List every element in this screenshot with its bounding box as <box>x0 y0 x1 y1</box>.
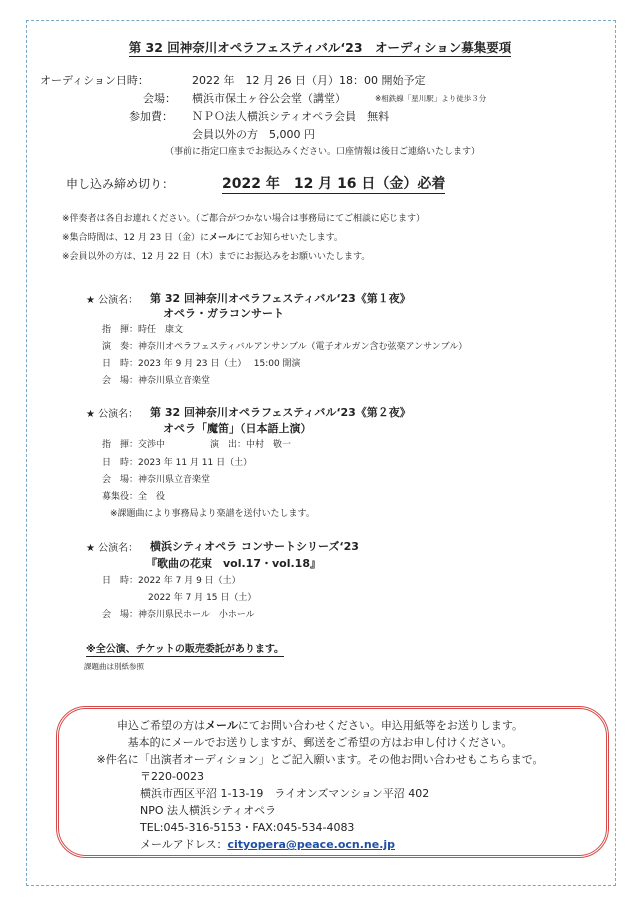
performance-1-row: 日 時：2023 年 9 月 23 日（土） 15:00 開演 <box>102 359 301 369</box>
contact-email-row <box>140 836 395 852</box>
fee-member: ＮＰＯ法人横浜シティオペラ会員 無料 <box>192 110 390 123</box>
venue-note: ※相鉄線「星川駅」より徒歩３分 <box>375 94 487 103</box>
performance-1-header: ★ 公演名： <box>86 295 139 306</box>
star-icon: ★ <box>86 409 95 420</box>
fee-note: （事前に指定口座までお振込みください。口座情報は後日ご連絡いたします） <box>165 147 481 157</box>
contact-postal-code: 〒220-0023 <box>140 770 204 783</box>
performance-2-row: 指 揮：交渉中 演 出：中村 敬一 <box>102 440 292 450</box>
performance-2-title: 第 32 回神奈川オペラフェスティバル‘23《第２夜》 <box>150 406 411 419</box>
deadline-label: 申し込み締め切り： <box>66 177 175 191</box>
fee-nonmember: 会員以外の方 5,000 円 <box>192 128 315 141</box>
performance-1-title: 第 32 回神奈川オペラフェスティバル‘23《第１夜》 <box>150 292 411 305</box>
performance-2-row: 日 時：2023 年 11 月 11 日（土） <box>102 458 253 468</box>
venue-label: 会場： <box>143 92 176 105</box>
performance-2-header: ★ 公演名： <box>86 409 139 420</box>
performance-3-row: 日 時：2022 年 7 月 9 日（土） <box>102 576 241 586</box>
performance-1-row: 会 場：神奈川県立音楽堂 <box>102 376 211 386</box>
performance-3-title: 横浜シティオペラ コンサートシリーズ‘23 <box>150 540 359 553</box>
star-icon: ★ <box>86 295 95 306</box>
performance-1-subtitle: オペラ・ガラコンサート <box>163 307 284 320</box>
performance-3-subtitle: 『歌曲の花束 vol.17・vol.18』 <box>146 557 321 570</box>
note-meeting-time: ※集合時間は、12 月 23 日（金）にメールにてお知らせいたします。 <box>62 233 343 243</box>
audition-date-value: 2022 年 12 月 26 日（月）18：00 開始予定 <box>192 74 426 87</box>
audition-date-label: オーディション日時： <box>40 74 149 87</box>
deadline-value: 2022 年 12 月 16 日（金）必着 <box>222 176 446 192</box>
contact-line-2: 基本的にメールでお送りしますが、郵送をご希望の方はお申し付けください。 <box>127 736 513 749</box>
note-accompanist: ※伴奏者は各自お連れください。（ご都合がつかない場合は事務局にてご相談に応じます） <box>62 214 426 224</box>
performance-2-note: ※課題曲により事務局より楽譜を送付いたします。 <box>110 509 315 519</box>
performance-2-row: 募集役：全 役 <box>102 492 166 502</box>
ticket-note: ※全公演、チケットの販売委託があります。 <box>86 644 285 655</box>
contact-organization: NPO 法人横浜シティオペラ <box>140 804 277 817</box>
email-link[interactable]: cityopera@peace.ocn.ne.jp <box>227 838 396 851</box>
performance-1-row: 指 揮：時任 康文 <box>102 325 184 335</box>
star-icon: ★ <box>86 543 95 554</box>
email-label: メールアドレス： <box>140 838 228 851</box>
performance-1-row: 演 奏：神奈川オペラフェスティバルアンサンブル（電子オルガン含む弦楽アンサンブル） <box>102 342 468 352</box>
contact-line-1: 申込ご希望の方はメールにてお問い合わせください。申込用紙等をお送りします。 <box>117 719 523 732</box>
contact-address: 横浜市西区平沼 1-13-19 ライオンズマンション平沼 402 <box>140 787 430 800</box>
performance-2-row: 会 場：神奈川県立音楽堂 <box>102 475 211 485</box>
fee-label: 参加費： <box>129 110 173 123</box>
contact-tel-fax: TEL:045-316-5153・FAX:045-534-4083 <box>140 821 355 834</box>
performance-2-subtitle: オペラ「魔笛」（日本語上演） <box>163 422 312 435</box>
contact-line-3: ※件名に「出演者オーディション」とご記入願います。その他お問い合わせもこちらまで。 <box>96 753 544 766</box>
document-title: 第 32 回神奈川オペラフェスティバル‘23 オーディション募集要項 <box>128 40 512 55</box>
venue-value: 横浜市保土ヶ谷公会堂（講堂） <box>192 92 346 105</box>
assignment-note: 課題曲は別紙参照 <box>84 662 144 671</box>
performance-3-row: 会 場：神奈川県民ホール 小ホール <box>102 610 255 620</box>
performance-3-header: ★ 公演名： <box>86 543 139 554</box>
note-payment: ※会員以外の方は、12 月 22 日（木）までにお振込みをお願いいたします。 <box>62 252 371 262</box>
performance-3-row: 2022 年 7 月 15 日（土） <box>148 593 257 603</box>
